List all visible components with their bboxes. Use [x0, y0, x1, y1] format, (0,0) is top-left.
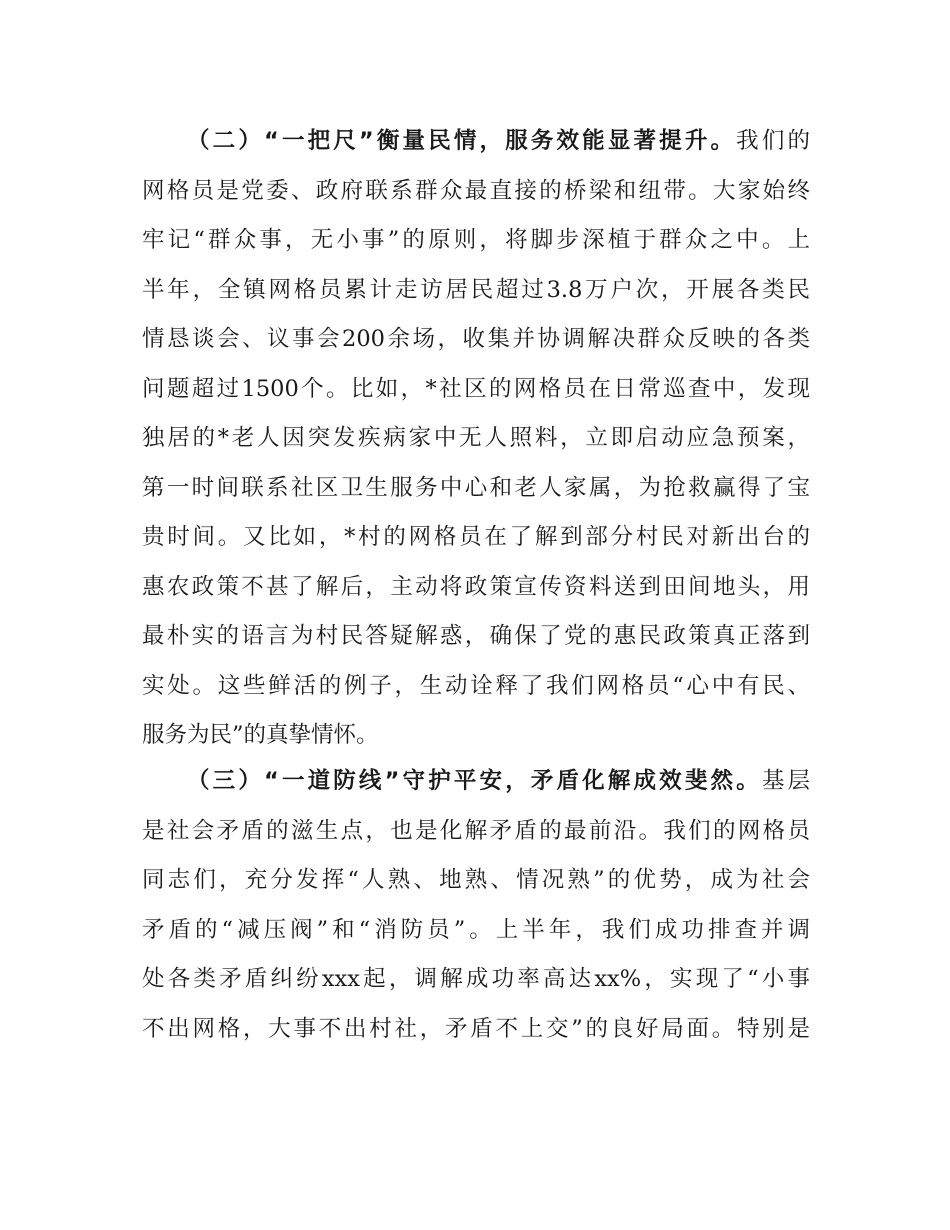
body-line: 最朴实的语言为村民答疑解惑，确保了党的惠民政策真正落到: [142, 623, 810, 649]
paragraph-first-line: [142, 757, 810, 807]
body-line: 贵时间。又比如，*村的网格员在了解到部分村民对新出台的: [142, 524, 810, 550]
paragraph-conflict-resolution: [142, 757, 810, 1054]
body-line: 矛盾的“减压阀”和“消防员”。上半年，我们成功排查并调: [142, 916, 810, 943]
body-line: 实处。这些鲜活的例子，生动诠释了我们网格员“心中有民、: [142, 672, 810, 699]
section-heading: （二）“一把尺”衡量民情，服务效能显著提升。: [187, 128, 737, 154]
body-line: 不出网格，大事不出村社，矛盾不上交”的良好局面。特别是: [142, 1015, 810, 1042]
body-text: 我们的: [736, 128, 810, 154]
body-line: 同志们，充分发挥“人熟、地熟、情况熟”的优势，成为社会: [142, 867, 810, 893]
body-line: 网格员是党委、政府联系群众最直接的桥梁和纽带。大家始终: [142, 177, 810, 204]
body-line: 第一时间联系社区卫生服务中心和老人家属，为抢救赢得了宝: [142, 474, 810, 501]
body-line: 半年，全镇网格员累计走访居民超过3.8万户次，开展各类民: [142, 276, 810, 303]
body-line: 独居的*老人因突发疾病家中无人照料，立即启动应急预案，: [142, 425, 810, 451]
body-line: 情恳谈会、议事会200余场，收集并协调解决群众反映的各类: [142, 326, 810, 352]
body-line: 处各类矛盾纠纷xxx起，调解成功率高达xx%，实现了“小事: [142, 966, 810, 992]
paragraph-service-efficiency: [142, 117, 810, 761]
body-line: 是社会矛盾的滋生点，也是化解矛盾的最前沿。我们的网格员: [142, 817, 810, 844]
body-line-last: 服务为民”的真挚情怀。: [142, 722, 379, 748]
body-text: 基层: [761, 768, 810, 794]
section-heading: （三）“一道防线”守护平安，矛盾化解成效斐然。: [187, 768, 762, 794]
body-line: 惠农政策不甚了解后，主动将政策宣传资料送到田间地头，用: [142, 573, 810, 600]
body-line: 问题超过1500个。比如，*社区的网格员在日常巡查中，发现: [142, 375, 810, 402]
paragraph-first-line: [142, 117, 810, 167]
body-line: 牢记“群众事，无小事”的原则，将脚步深植于群众之中。上: [142, 227, 810, 253]
